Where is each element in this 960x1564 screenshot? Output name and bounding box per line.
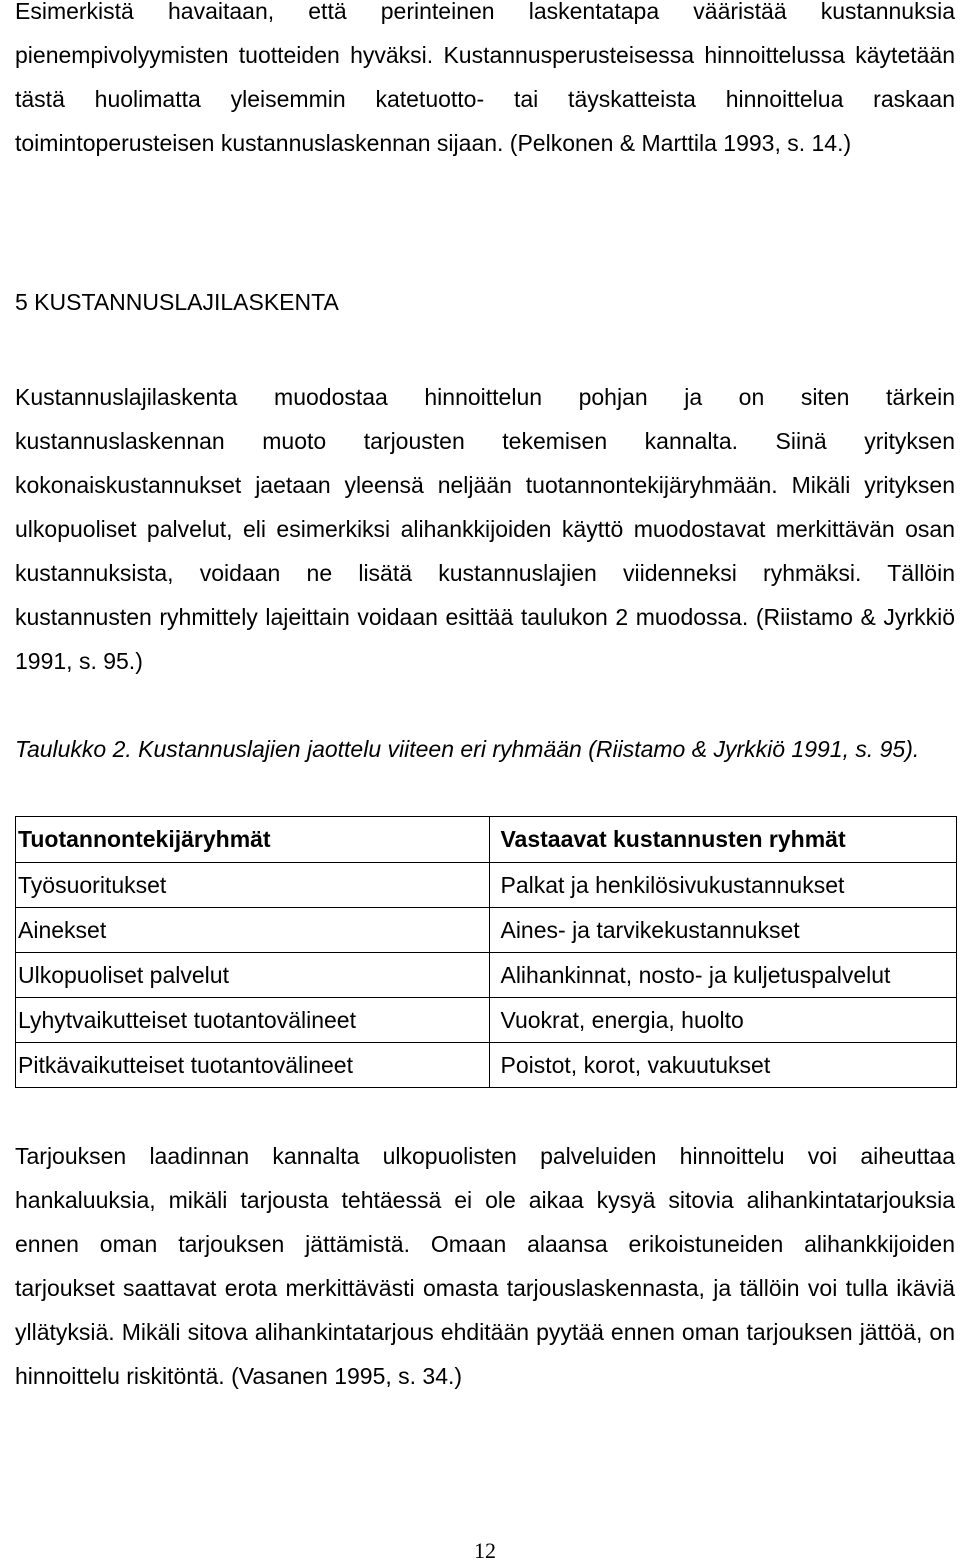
table-row [16, 953, 957, 998]
table-cell: Poistot, korot, vakuutukset [490, 1043, 957, 1088]
after-table-paragraph: Tarjouksen laadinnan kannalta ulkopuolisten palveluiden hinnoittelu voi aiheuttaa hankaluuksia, mikäli tarjousta tehtäessä ei ole aikaa kysyä sitovia alihankintatarjouksia ennen oman tarjouksen jättämistä. Omaan alaansa erikoistuneiden alihankkijoiden tarjoukset saattavat erota merkittävästi omasta tarjouslaskennasta, ja tällöin voi tulla ikäviä yllätyksiä. Mikäli sitova alihankintatarjous ehditään pyytää ennen oman tarjouksen jättöä, on hinnoittelu riskitöntä. (Vasanen 1995, s. 34.) [15, 1143, 955, 1389]
table-cell: Ulkopuoliset palvelut [16, 953, 490, 998]
table-cell: Lyhytvaikutteiset tuotantovälineet [16, 998, 490, 1043]
table-caption: Taulukko 2. Kustannuslajien jaottelu viiteen eri ryhmään (Riistamo & Jyrkkiö 1991, s. 95). [15, 736, 920, 762]
table-cell: Palkat ja henkilösivukustannukset [490, 863, 957, 908]
intro-paragraph: Esimerkistä havaitaan, että perinteinen laskentatapa vääristää kustannuksia pienempivolyymisten tuotteiden hyväksi. Kustannusperusteisessa hinnoittelussa käytetään tästä huolimatta yleisemmin katetuotto- tai täyskatteista hinnoittelua raskaan toimintoperusteisen kustannuslaskennan sijaan. (Pelkonen & Marttila 1993, s. 14.) [15, 0, 955, 156]
table-cell: Aines- ja tarvikekustannukset [490, 908, 957, 953]
table-row [16, 1043, 957, 1088]
section-paragraph: Kustannuslajilaskenta muodostaa hinnoittelun pohjan ja on siten tärkein kustannuslaskennan muoto tarjousten tekemisen kannalta. Siinä yrityksen kokonaiskustannukset jaetaan yleensä neljään tuotannontekijäryhmään. Mikäli yrityksen ulkopuoliset palvelut, eli esimerkiksi alihankkijoiden käyttö muodostavat merkittävän osan kustannuksista, voidaan ne lisätä kustannuslajien viidenneksi ryhmäksi. Tällöin kustannusten ryhmittely lajeittain voidaan esittää taulukon 2 muodossa. (Riistamo & Jyrkkiö 1991, s. 95.) [15, 384, 955, 674]
table-row [16, 863, 957, 908]
table-cell: Ainekset [16, 908, 490, 953]
cost-type-table [15, 816, 957, 1088]
table-header-cell: Tuotannontekijäryhmät [16, 817, 490, 863]
table-header-cell: Vastaavat kustannusten ryhmät [490, 817, 957, 863]
table-row [16, 998, 957, 1043]
table-cell: Alihankinnat, nosto- ja kuljetuspalvelut [490, 953, 957, 998]
table-cell: Pitkävaikutteiset tuotantovälineet [16, 1043, 490, 1088]
page-number: 12 [474, 1538, 496, 1563]
table-header-row [16, 817, 957, 863]
table-cell: Työsuoritukset [16, 863, 490, 908]
section-heading: 5 KUSTANNUSLAJILASKENTA [15, 289, 339, 315]
table-row [16, 908, 957, 953]
table-cell: Vuokrat, energia, huolto [490, 998, 957, 1043]
